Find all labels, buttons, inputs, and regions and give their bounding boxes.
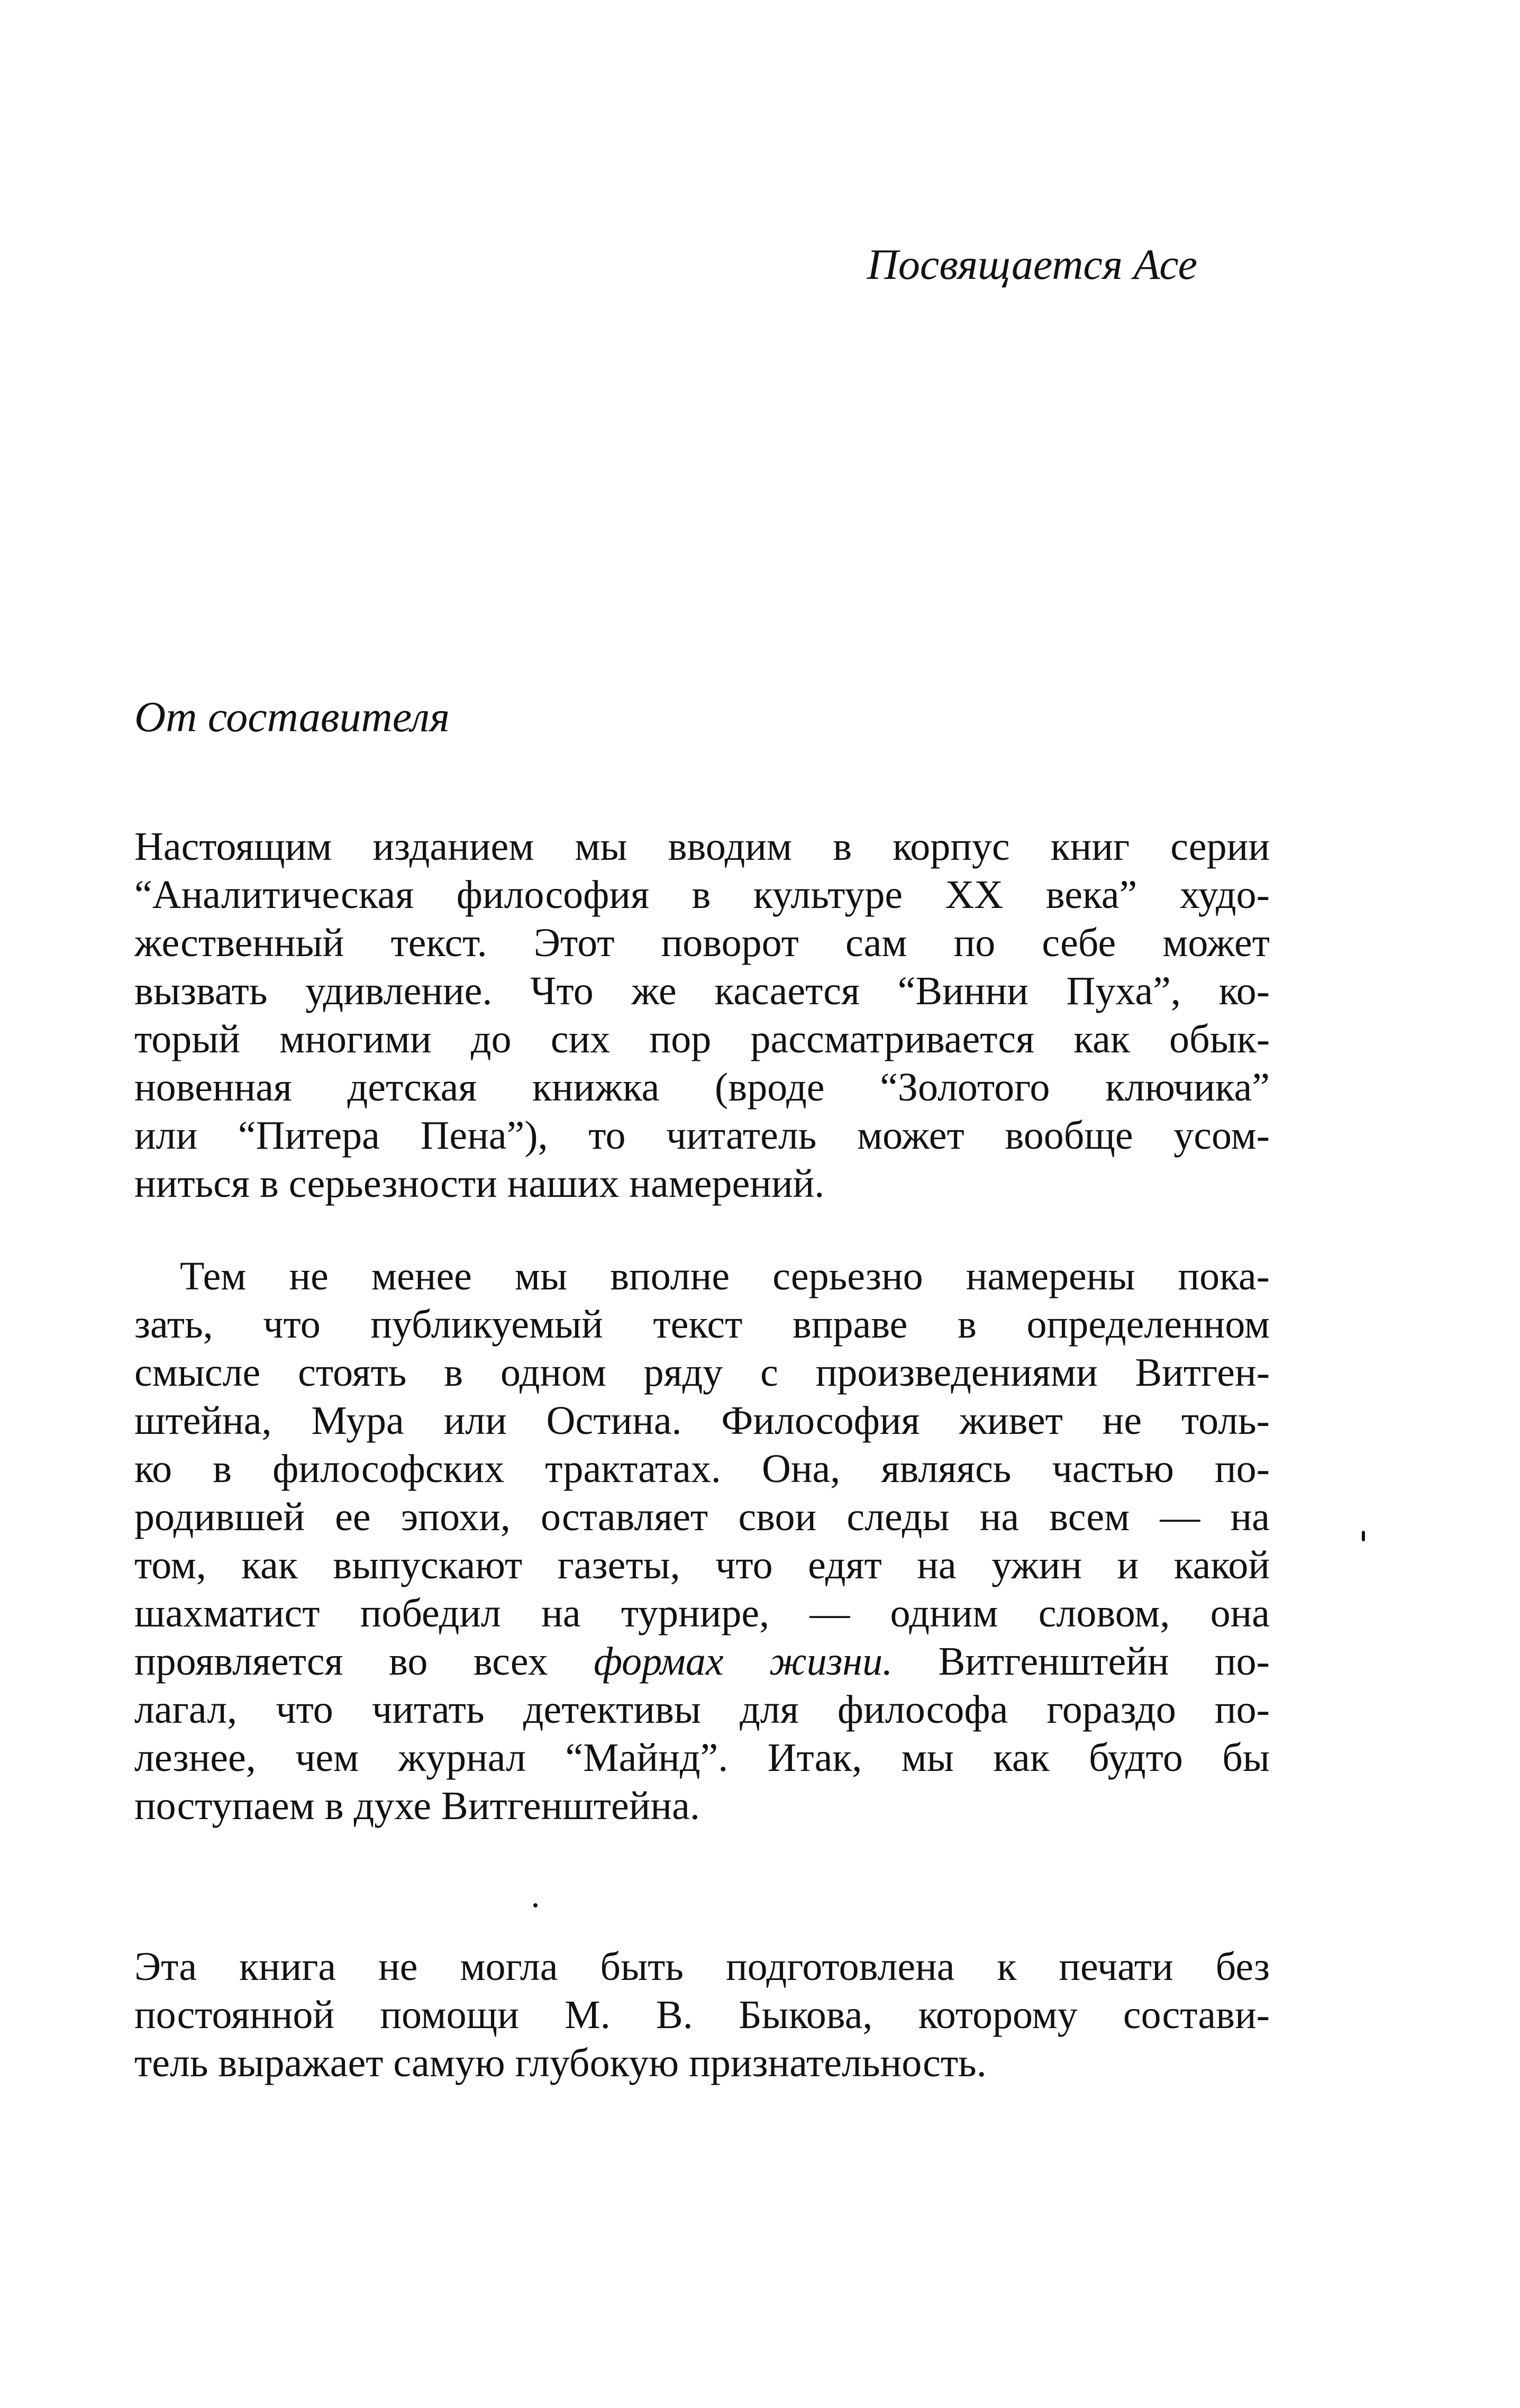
paragraph-1-line: “Аналитическая философия в культуре XX века” худо- (134, 873, 1270, 917)
paragraph-2 (134, 1252, 1270, 1830)
paragraph-2-line-italic-phrase (134, 1638, 1270, 1686)
dedication: Посвящается Асе (867, 240, 1197, 288)
paragraph-3 (134, 1943, 1270, 2087)
paragraph-1-line: новенная детская книжка (вроде “Золотого ключика” (134, 1065, 1270, 1110)
paragraph-2-line: лагал, что читать детективы для философа гораздо по- (134, 1687, 1270, 1732)
paragraph-1-line: жественный текст. Этот поворот сам по себе может (134, 921, 1270, 965)
paragraph-1-line: или “Питера Пена”), то читатель может вообще усом- (134, 1113, 1270, 1158)
paragraph-2-line: родившей ее эпохи, оставляет свои следы на всем — на (134, 1495, 1270, 1539)
paragraph-2-line: поступаем в духе Витгенштейна. (134, 1784, 700, 1828)
paragraph-2-line: ко в философских трактатах. Она, являясь частью по- (134, 1447, 1270, 1491)
paragraph-1-line: торый многими до сих пор рассматривается как обык- (134, 1017, 1270, 1061)
paragraph-1-line: ниться в серьезности наших намерений. (134, 1161, 825, 1206)
paragraph-1-line: Настоящим изданием мы вводим в корпус книг серии (134, 824, 1270, 869)
line-text-after: Витгенштейн по- (893, 1639, 1270, 1684)
line-text-before: проявляется во всех (134, 1639, 594, 1684)
paragraph-2-line: смысле стоять в одном ряду с произведениями Витген- (134, 1350, 1270, 1395)
paragraph-2-line: том, как выпускают газеты, что едят на ужин и какой (134, 1543, 1270, 1587)
scan-speck-mark (1362, 1531, 1365, 1541)
paragraph-1-line: вызвать удивление. Что же касается “Винни Пуха”, ко- (134, 969, 1270, 1013)
section-heading: От составителя (134, 693, 450, 741)
paragraph-2-line: штейна, Мура или Остина. Философия живет не толь- (134, 1398, 1270, 1443)
paragraph-3-line: тель выражает самую глубокую признательность. (134, 2041, 987, 2085)
paragraph-3-line: Эта книга не могла быть подготовлена к печати без (134, 1944, 1270, 1989)
paragraph-2-line: лезнее, чем журнал “Майнд”. Итак, мы как будто бы (134, 1735, 1270, 1780)
italic-phrase: формах жизни. (594, 1639, 893, 1684)
scan-speck-mark (533, 1903, 538, 1907)
paragraph-1 (134, 823, 1270, 1208)
paragraph-3-line: постоянной помощи М. В. Быкова, которому состави- (134, 1993, 1270, 2037)
paragraph-2-line: зать, что публикуемый текст вправе в определенном (134, 1302, 1270, 1347)
paragraph-2-line: шахматист победил на турнире, — одним словом, она (134, 1591, 1270, 1635)
paragraph-2-line: Тем не менее мы вполне серьезно намерены пока- (180, 1254, 1270, 1298)
